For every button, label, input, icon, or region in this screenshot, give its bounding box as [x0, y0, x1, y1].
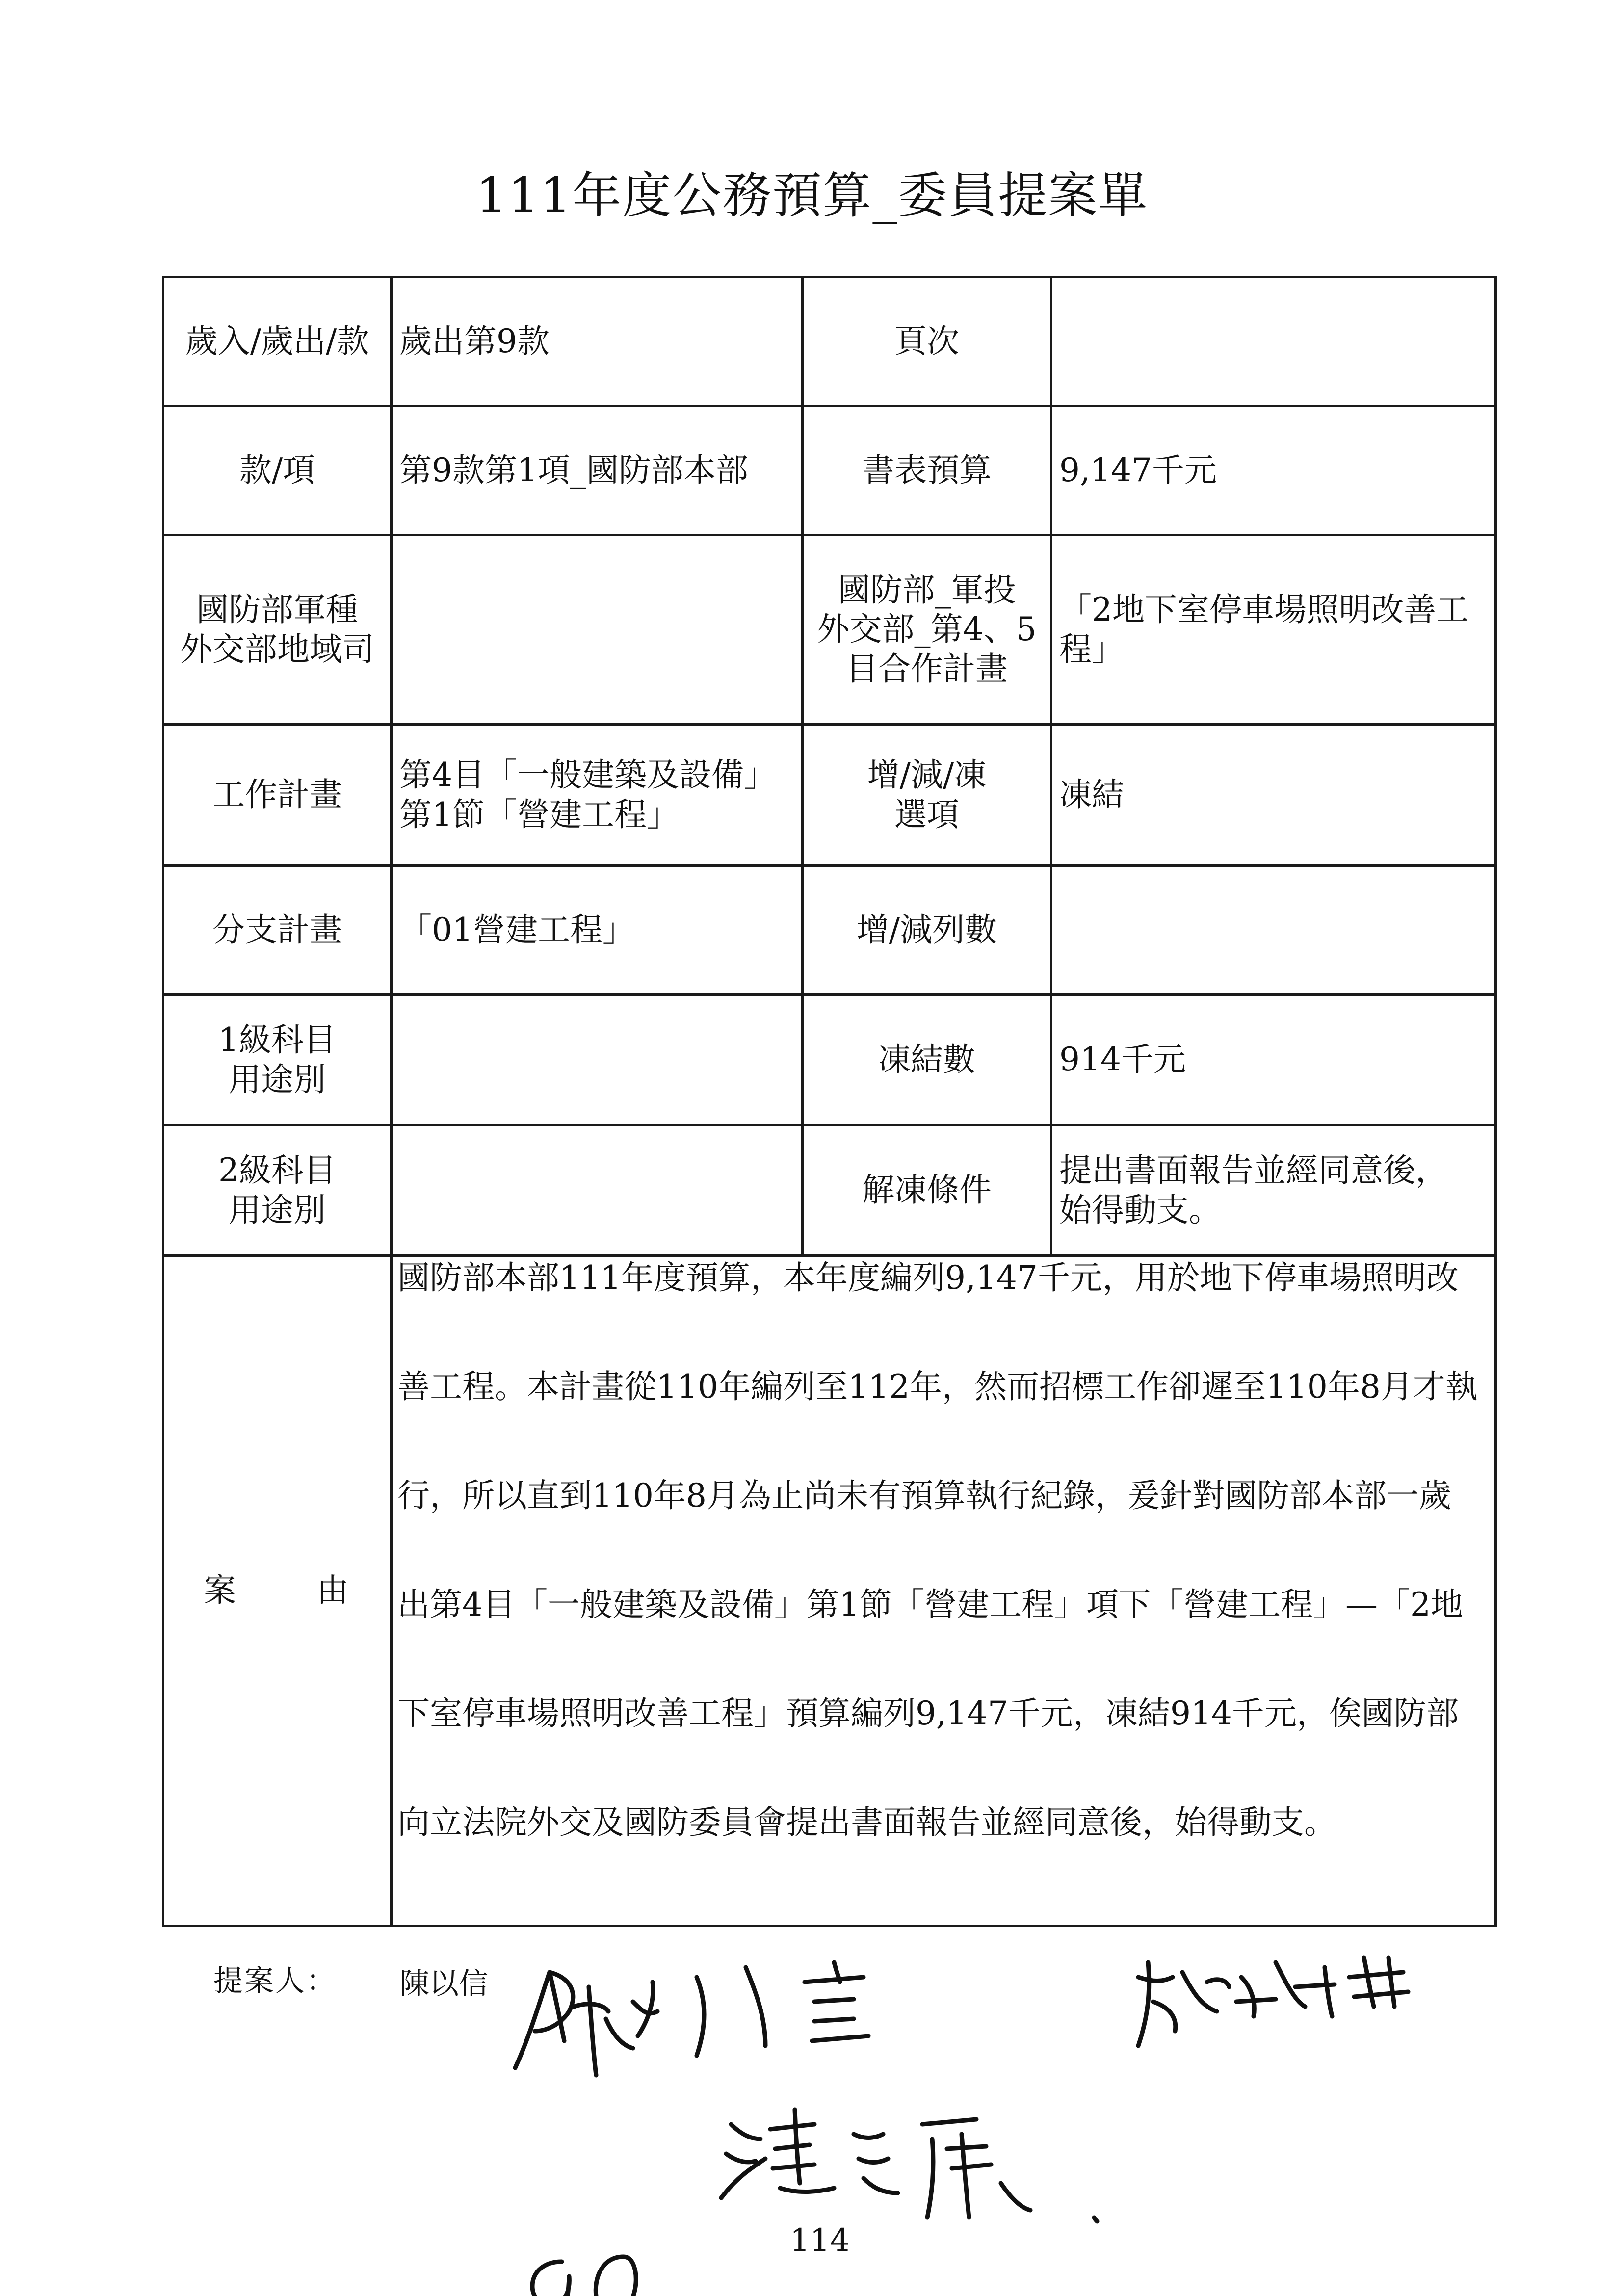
level2-label [163, 1125, 392, 1256]
signature-2 [1138, 1957, 1408, 2046]
cooperation-plan-label-line3: 目合作計畫 [846, 650, 1008, 688]
signature-1 [515, 1962, 868, 2075]
work-plan-value-line1: 第4目「一般建築及設備」 [399, 756, 776, 794]
account-type-value: 歲出第9款 [392, 277, 803, 406]
level1-label-line1: 1級科目 [218, 1020, 336, 1059]
account-type-label: 歲入/歲出/款 [163, 277, 392, 406]
reason-label [163, 1256, 392, 1926]
level1-label [163, 995, 392, 1125]
unfreeze-condition-line1: 提出書面報告並經同意後， [1059, 1151, 1448, 1189]
row-reason [163, 1256, 1496, 1926]
page-number-label: 頁次 [803, 277, 1051, 406]
level2-label-line1: 2級科目 [218, 1151, 336, 1189]
work-plan-value [392, 725, 803, 866]
page-number-value [1051, 277, 1496, 406]
signature-3 [721, 2110, 1097, 2221]
page-number: 114 [790, 2222, 850, 2259]
proposer-name: 陳以信 [400, 1967, 488, 2000]
adjust-option-label-line1: 增/減/凍 [867, 756, 987, 794]
proposer-label: 提案人： [213, 1964, 337, 1997]
row-work-plan [163, 725, 1496, 866]
agency-label [163, 535, 392, 725]
reason-body [392, 1256, 1496, 1926]
level2-label-line2: 用途別 [229, 1191, 326, 1229]
row-section-item [163, 406, 1496, 535]
section-item-value: 第9款第1項_國防部本部 [392, 406, 803, 535]
adjust-amount-value [1051, 866, 1496, 995]
work-plan-value-line2: 第1節「營建工程」 [399, 795, 679, 834]
reason-label-char2: 由 [316, 1571, 351, 1610]
agency-label-line2: 外交部地域司 [180, 630, 374, 668]
cooperation-plan-value [1051, 535, 1496, 725]
agency-value [392, 535, 803, 725]
reason-line-1: 國防部本部111年度預算，本年度編列9,147千元，用於地下停車場照明改 [397, 1259, 1459, 1297]
budget-value: 9,147千元 [1051, 406, 1496, 535]
row-level2 [163, 1125, 1496, 1256]
work-plan-label: 工作計畫 [163, 725, 392, 866]
unfreeze-condition-label: 解凍條件 [803, 1125, 1051, 1256]
branch-plan-label: 分支計畫 [163, 866, 392, 995]
frozen-amount-value: 914千元 [1051, 995, 1496, 1125]
row-level1 [163, 995, 1496, 1125]
reason-line-5: 下室停車場照明改善工程」預算編列9,147千元，凍結914千元，俟國防部 [397, 1695, 1459, 1732]
unfreeze-condition-line2: 始得動支。 [1059, 1191, 1221, 1229]
section-item-label: 款/項 [163, 406, 392, 535]
page-title: 111年度公務預算_委員提案單 [475, 167, 1149, 224]
row-agency [163, 535, 1496, 725]
adjust-option-label-line2: 選項 [894, 795, 959, 834]
branch-plan-value: 「01營建工程」 [392, 866, 803, 995]
unfreeze-condition-value [1051, 1125, 1496, 1256]
adjust-option-label [803, 725, 1051, 866]
reason-line-6: 向立法院外交及國防委員會提出書面報告並經同意後，始得動支。 [397, 1803, 1336, 1841]
cooperation-plan-value-line1: 「2地下室停車場照明改善工 [1059, 590, 1468, 628]
reason-line-3: 行，所以直到110年8月為止尚未有預算執行紀錄，爰針對國防部本部一歲 [397, 1477, 1451, 1514]
frozen-amount-label: 凍結數 [803, 995, 1051, 1125]
level1-value [392, 995, 803, 1125]
adjust-option-value: 凍結 [1051, 725, 1496, 866]
handwritten-mark-90-shape [532, 2257, 636, 2296]
cooperation-plan-label-line2: 外交部_第4、5 [817, 610, 1037, 649]
reason-line-2: 善工程。本計畫從110年編列至112年，然而招標工作卻遲至110年8月才執 [397, 1368, 1478, 1406]
reason-line-4: 出第4目「一般建築及設備」第1節「營建工程」項下「營建工程」—「2地 [397, 1586, 1463, 1623]
cooperation-plan-label [803, 535, 1051, 725]
adjust-amount-label: 增/減列數 [803, 866, 1051, 995]
level2-value [392, 1125, 803, 1256]
proposal-form-table [162, 276, 1497, 1927]
agency-label-line1: 國防部軍種 [196, 590, 358, 628]
cooperation-plan-value-line2: 程」 [1059, 630, 1124, 668]
reason-label-char1: 案 [204, 1571, 238, 1610]
budget-label: 書表預算 [803, 406, 1051, 535]
level1-label-line2: 用途別 [229, 1060, 326, 1098]
row-account-type [163, 277, 1496, 406]
row-branch-plan [163, 866, 1496, 995]
cooperation-plan-label-line1: 國防部_軍投 [838, 571, 1016, 609]
